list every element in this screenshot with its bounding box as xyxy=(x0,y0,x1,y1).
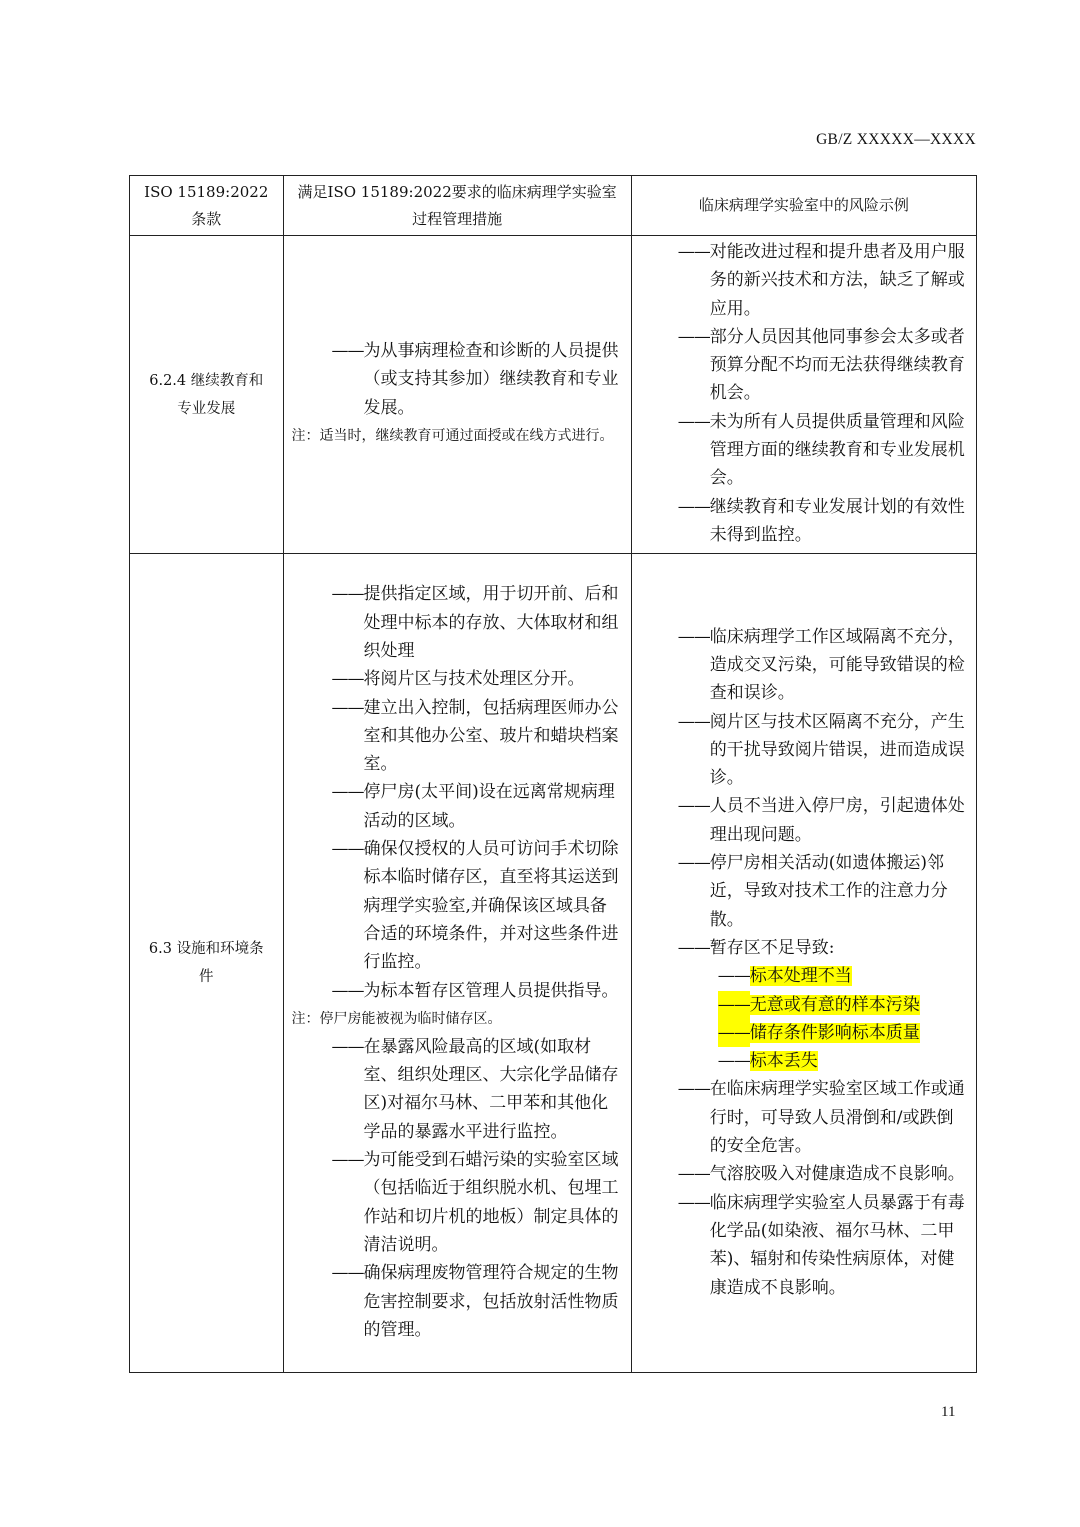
clause-cell: 6.3 设施和环境条 件 xyxy=(130,554,284,1373)
header-risks: 临床病理学实验室中的风险示例 xyxy=(631,176,976,236)
risk-item xyxy=(640,323,968,408)
dash-marker: —— xyxy=(331,1150,364,1171)
header-clause: ISO 15189:2022 条款 xyxy=(130,176,284,236)
dash-marker: —— xyxy=(331,782,364,803)
risk-item xyxy=(640,792,968,849)
risk-table xyxy=(129,175,977,1373)
dash-marker: —— xyxy=(677,1079,710,1100)
risk-subitem xyxy=(640,1047,968,1075)
dash-marker: —— xyxy=(677,496,710,517)
measure-text: 确保仅授权的人员可访问手术切除标本临时储存区，直至将其运送到病理学实验室,并确保该区域具备合适的环境条件，并对这些条件进行监控。 xyxy=(363,839,619,973)
dash-marker: —— xyxy=(677,326,710,347)
measure-item xyxy=(292,580,623,665)
measure-item xyxy=(292,665,623,693)
risk-text: 人员不当进入停尸房，引起遗体处理出现问题。 xyxy=(709,796,965,845)
table-body xyxy=(130,236,977,1373)
clause-cell: 6.2.4 继续教育和 专业发展 xyxy=(130,236,284,554)
risk-text: 标本丢失 xyxy=(749,1051,818,1072)
dash-marker: —— xyxy=(331,669,364,690)
dash-marker: —— xyxy=(677,1164,710,1185)
risk-subitem xyxy=(640,962,968,990)
risk-item xyxy=(640,1075,968,1160)
dash-marker: —— xyxy=(677,796,710,817)
table-row xyxy=(130,554,977,1373)
risks-cell xyxy=(631,554,976,1373)
dash-marker: —— xyxy=(717,1051,750,1072)
measure-item xyxy=(292,694,623,779)
risk-text: 标本处理不当 xyxy=(749,966,852,987)
dash-marker: —— xyxy=(331,980,364,1001)
risks-cell xyxy=(631,236,976,554)
risk-text: 停尸房相关活动(如遗体搬运)邻近，导致对技术工作的注意力分散。 xyxy=(709,853,948,930)
risk-text: 在临床病理学实验室区域工作或通行时，可导致人员滑倒和/或跌倒的安全危害。 xyxy=(709,1079,965,1157)
dash-marker: —— xyxy=(331,1036,364,1057)
dash-marker: —— xyxy=(331,341,364,362)
table-row xyxy=(130,236,977,554)
dash-marker: —— xyxy=(677,853,710,874)
risk-text: 储存条件影响标本质量 xyxy=(749,1022,920,1043)
page-number: 11 xyxy=(941,1404,956,1420)
risk-subitem xyxy=(640,991,968,1019)
risk-text: 临床病理学工作区域隔离不充分，造成交叉污染，可能导致错误的检查和误诊。 xyxy=(709,626,965,704)
table-header-row xyxy=(130,176,977,236)
dash-marker: —— xyxy=(677,937,710,958)
measure-item xyxy=(292,977,623,1005)
risk-item xyxy=(640,1189,968,1302)
risk-text: 暂存区不足导致: xyxy=(709,937,835,958)
measure-text: 停尸房(太平间)设在远离常规病理活动的区域。 xyxy=(363,782,615,831)
dash-marker: —— xyxy=(677,711,710,732)
dash-marker: —— xyxy=(677,242,710,262)
risk-text: 气溶胶吸入对健康造成不良影响。 xyxy=(709,1164,965,1185)
measure-item xyxy=(292,1146,623,1259)
risk-item xyxy=(640,1160,968,1188)
risk-text: 继续教育和专业发展计划的有效性未得到监控。 xyxy=(709,496,965,545)
risk-text: 部分人员因其他同事参会太多或者预算分配不均而无法获得继续教育机会。 xyxy=(709,326,965,404)
measure-text: 为可能受到石蜡污染的实验室区域（包括临近于组织脱水机、包埋工作站和切片机的地板）制定具体的清洁说明。 xyxy=(363,1150,619,1255)
document-code: GB/Z XXXXX—XXXX xyxy=(816,131,976,148)
measure-text: 建立出入控制，包括病理医师办公室和其他办公室、玻片和蜡块档案室。 xyxy=(363,697,619,775)
measures-cell xyxy=(283,554,631,1373)
risk-item xyxy=(640,493,968,550)
measure-text: 将阅片区与技术处理区分开。 xyxy=(363,669,585,690)
measure-item xyxy=(292,337,623,422)
risk-item xyxy=(640,623,968,708)
dash-marker: —— xyxy=(677,626,710,647)
header-measures: 满足ISO 15189:2022要求的临床病理学实验室 过程管理措施 xyxy=(283,176,631,236)
risk-subitem xyxy=(640,1019,968,1047)
measure-item xyxy=(292,1259,623,1344)
dash-marker: —— xyxy=(331,697,364,718)
dash-marker: —— xyxy=(718,991,750,1019)
measure-item xyxy=(292,835,623,976)
risk-text: 阅片区与技术区隔离不充分，产生的干扰导致阅片错误，进而造成误诊。 xyxy=(709,711,965,789)
measure-text: 提供指定区域，用于切开前、后和处理中标本的存放、大体取材和组织处理 xyxy=(363,584,619,661)
measures-cell xyxy=(283,236,631,554)
dash-marker: —— xyxy=(331,584,364,605)
measure-text: 为标本暂存区管理人员提供指导。 xyxy=(363,980,619,1001)
dash-marker: —— xyxy=(717,966,750,987)
risk-text: 未为所有人员提供质量管理和风险管理方面的继续教育和专业发展机会。 xyxy=(709,411,965,489)
risk-text: 临床病理学实验室人员暴露于有毒化学品(如染液、福尔马林、二甲苯)、辐射和传染性病原体，对健康造成不良影响。 xyxy=(709,1192,965,1298)
dash-marker: —— xyxy=(331,839,364,860)
dash-marker: —— xyxy=(331,1263,364,1284)
risk-item xyxy=(640,708,968,793)
risk-text: 对能改进过程和提升患者及用户服务的新兴技术和方法，缺乏了解或应用。 xyxy=(709,242,965,319)
risk-item xyxy=(640,849,968,934)
dash-marker: —— xyxy=(677,1192,710,1213)
dash-marker: —— xyxy=(677,411,710,432)
table-note: 注：停尸房能被视为临时储存区。 xyxy=(291,1010,502,1027)
dash-marker: —— xyxy=(718,1019,750,1047)
measure-item xyxy=(292,778,623,835)
risk-item xyxy=(640,238,968,323)
risk-item xyxy=(640,934,968,962)
risk-item xyxy=(640,408,968,493)
measure-text: 在暴露风险最高的区域(如取材室、组织处理区、大宗化学品储存区)对福尔马林、二甲苯和其他化学品的暴露水平进行监控。 xyxy=(363,1036,619,1142)
measure-text: 确保病理废物管理符合规定的生物危害控制要求，包括放射活性物质的管理。 xyxy=(363,1263,619,1340)
table-note: 注：适当时，继续教育可通过面授或在线方式进行。 xyxy=(291,428,614,445)
measure-text: 为从事病理检查和诊断的人员提供（或支持其参加）继续教育和专业发展。 xyxy=(363,341,619,418)
measure-item xyxy=(292,1033,623,1146)
risk-text: 无意或有意的样本污染 xyxy=(749,994,920,1015)
